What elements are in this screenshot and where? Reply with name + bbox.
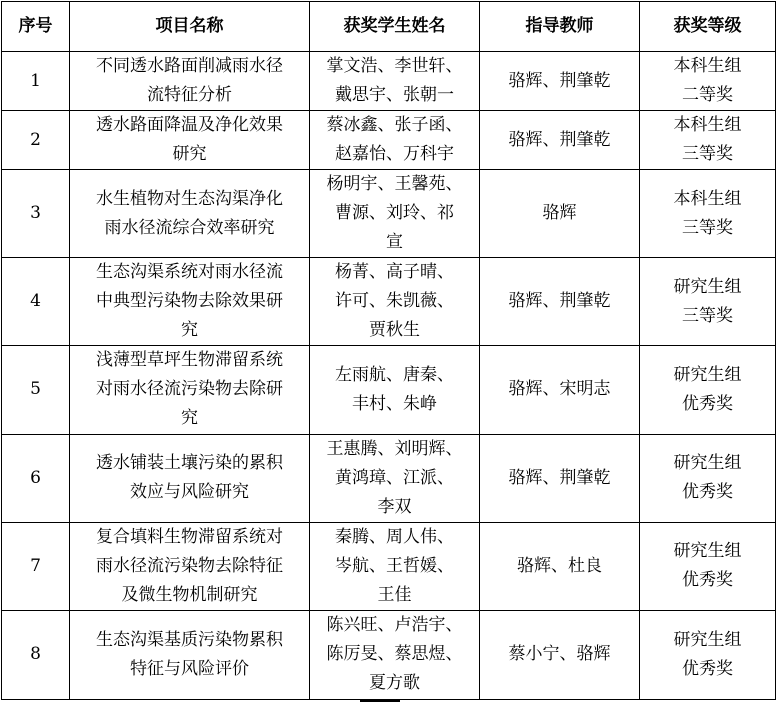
project-title-line: 流特征分析 (147, 85, 232, 106)
advisors: 骆辉、荆肇乾 (480, 111, 640, 170)
student-names (310, 111, 480, 170)
award-level (640, 52, 776, 111)
award-group: 研究生组 (673, 364, 742, 385)
award-group: 研究生组 (673, 276, 742, 297)
advisors: 骆辉、荆肇乾 (480, 52, 640, 111)
project-title-line: 水生植物对生态沟渠净化 (96, 188, 283, 209)
project-title (70, 52, 310, 111)
row-number: 8 (2, 610, 70, 699)
project-title-line: 对雨水径流污染物去除研 (96, 379, 283, 400)
award-group: 本科生组 (673, 115, 742, 136)
project-title-line: 中典型污染物去除效果研 (96, 291, 283, 312)
project-title-line: 究 (181, 320, 198, 341)
award-rank: 三等奖 (682, 217, 733, 238)
student-names-line: 夏方歌 (369, 673, 420, 694)
student-names (310, 434, 480, 522)
project-title-line: 特征与风险评价 (130, 658, 249, 679)
header-award-level: 获奖等级 (640, 2, 776, 52)
project-title-line: 透水路面降温及净化效果 (96, 115, 283, 136)
row-number: 7 (2, 522, 70, 610)
award-level (640, 434, 776, 522)
row-number: 6 (2, 434, 70, 522)
award-rank: 三等奖 (682, 144, 733, 165)
student-names-line: 岑航、王哲媛、 (335, 555, 454, 576)
project-title-line: 雨水径流污染物去除特征 (96, 555, 283, 576)
student-names (310, 610, 480, 699)
project-title-line: 生态沟渠系统对雨水径流 (96, 262, 283, 283)
advisors: 骆辉 (480, 170, 640, 258)
project-title-line: 不同透水路面削减雨水径 (96, 56, 283, 77)
header-row (2, 2, 776, 52)
award-level (640, 258, 776, 346)
header-students: 获奖学生姓名 (310, 2, 480, 52)
project-title (70, 111, 310, 170)
project-title-line: 研究 (172, 144, 207, 165)
student-names-line: 赵嘉怡、万科宇 (335, 144, 454, 165)
project-title-line: 雨水径流综合效率研究 (104, 217, 275, 238)
advisors: 蔡小宁、骆辉 (480, 610, 640, 699)
award-group: 本科生组 (673, 56, 742, 77)
student-names-line: 杨菁、高子晴、 (335, 262, 454, 283)
advisors: 骆辉、荆肇乾 (480, 434, 640, 522)
header-project-name: 项目名称 (70, 2, 310, 52)
student-names (310, 522, 480, 610)
table-row (2, 434, 776, 522)
project-title-line: 透水铺装土壤污染的累积 (96, 453, 283, 474)
project-title-line: 及微生物机制研究 (121, 584, 258, 605)
student-names-line: 曹源、刘玲、祁 (335, 203, 454, 224)
award-level (640, 111, 776, 170)
student-names-line: 陈兴旺、卢浩宇、 (326, 615, 463, 636)
awards-table (1, 1, 776, 700)
advisors: 骆辉、宋明志 (480, 346, 640, 434)
row-number: 2 (2, 111, 70, 170)
student-names-line: 王佳 (377, 584, 412, 605)
row-number: 4 (2, 258, 70, 346)
table-row (2, 346, 776, 434)
project-title (70, 522, 310, 610)
student-names (310, 346, 480, 434)
award-rank: 三等奖 (682, 305, 733, 326)
award-group: 本科生组 (673, 188, 742, 209)
project-title-line: 究 (181, 408, 198, 429)
header-advisors: 指导教师 (480, 2, 640, 52)
table-row (2, 258, 776, 346)
row-number: 3 (2, 170, 70, 258)
student-names-line: 杨明宇、王馨苑、 (326, 174, 463, 195)
project-title-line: 复合填料生物滞留系统对 (96, 526, 283, 547)
project-title-line: 生态沟渠基质污染物累积 (96, 629, 283, 650)
project-title (70, 610, 310, 699)
advisors: 骆辉、荆肇乾 (480, 258, 640, 346)
student-names-line: 左雨航、唐秦、 (335, 364, 454, 385)
student-names-line: 李双 (377, 496, 412, 517)
student-names-line: 贾秋生 (369, 320, 420, 341)
row-number: 5 (2, 346, 70, 434)
award-level (640, 522, 776, 610)
student-names-line: 掌文浩、李世轩、 (326, 56, 463, 77)
award-rank: 优秀奖 (682, 393, 733, 414)
student-names-line: 宣 (386, 232, 403, 253)
project-title (70, 434, 310, 522)
award-rank: 优秀奖 (682, 570, 733, 591)
award-group: 研究生组 (673, 629, 742, 650)
award-group: 研究生组 (673, 453, 742, 474)
award-level (640, 170, 776, 258)
award-level (640, 610, 776, 699)
award-rank: 优秀奖 (682, 482, 733, 503)
award-rank: 优秀奖 (682, 658, 733, 679)
student-names-line: 蔡冰鑫、张子函、 (326, 115, 463, 136)
student-names (310, 258, 480, 346)
award-level (640, 346, 776, 434)
student-names-line: 陈厉旻、蔡思煜、 (326, 644, 463, 665)
award-group: 研究生组 (673, 541, 742, 562)
table-row (2, 52, 776, 111)
table-row (2, 522, 776, 610)
row-number: 1 (2, 52, 70, 111)
student-names-line: 丰村、朱峥 (352, 393, 437, 414)
table-row (2, 170, 776, 258)
student-names (310, 170, 480, 258)
award-rank: 二等奖 (682, 85, 733, 106)
student-names (310, 52, 480, 111)
table-row (2, 610, 776, 699)
project-title-line: 效应与风险研究 (130, 482, 249, 503)
project-title (70, 258, 310, 346)
project-title (70, 346, 310, 434)
project-title (70, 170, 310, 258)
student-names-line: 许可、朱凯薇、 (335, 291, 454, 312)
student-names-line: 王惠腾、刘明辉、 (326, 438, 463, 459)
student-names-line: 戴思宇、张朝一 (335, 85, 454, 106)
table-row (2, 111, 776, 170)
header-number: 序号 (2, 2, 70, 52)
student-names-line: 秦腾、周人伟、 (335, 526, 454, 547)
student-names-line: 黄鸿璋、江派、 (335, 467, 454, 488)
advisors: 骆辉、杜良 (480, 522, 640, 610)
project-title-line: 浅薄型草坪生物滞留系统 (96, 350, 283, 371)
